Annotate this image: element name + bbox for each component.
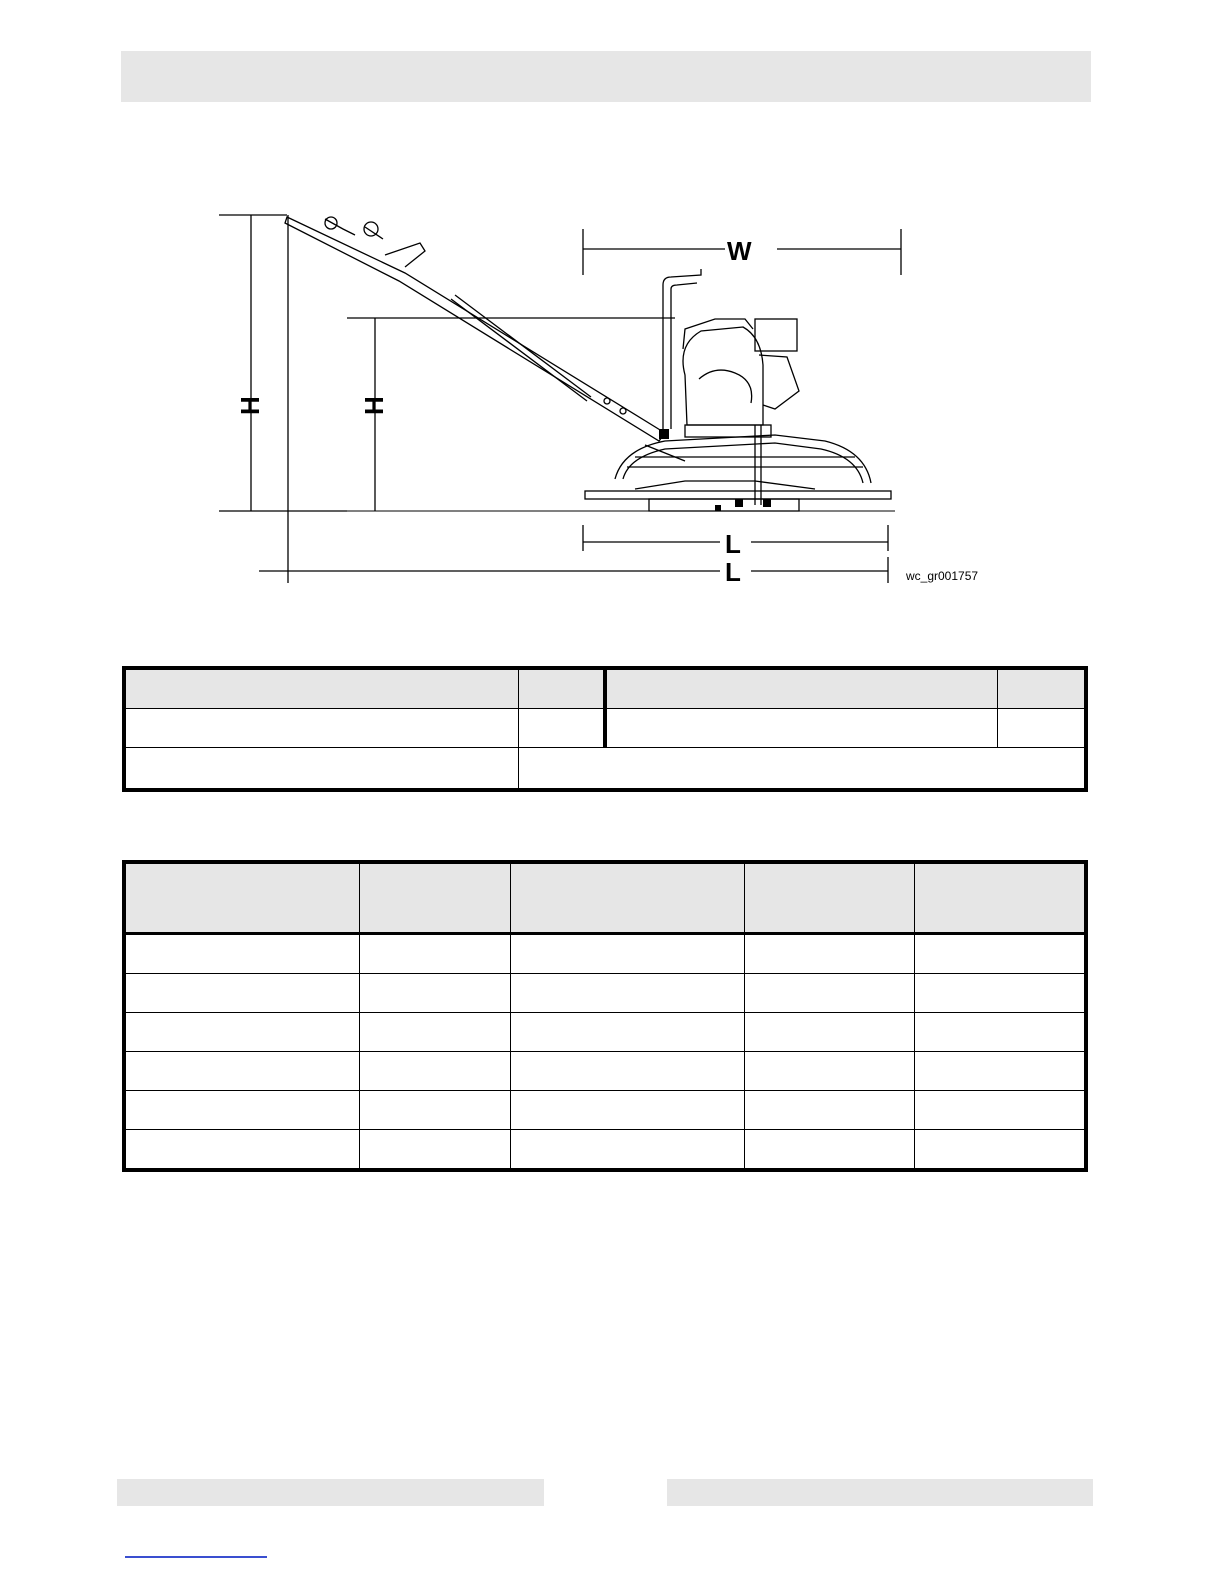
- table-cell: [744, 1130, 915, 1171]
- table-cell: [124, 1091, 359, 1130]
- table-cell: [744, 1013, 915, 1052]
- table-cell: [359, 1013, 510, 1052]
- dimension-label-l-overall: L: [725, 557, 741, 587]
- table-row: [124, 708, 1086, 747]
- summary-table: [122, 666, 1088, 792]
- table-cell: [519, 747, 1087, 790]
- dimensions-table: [122, 860, 1088, 1172]
- table-cell: [511, 934, 745, 974]
- dimension-label-h-engine: H: [359, 396, 389, 415]
- table-cell: [124, 747, 519, 790]
- table-row: [124, 934, 1086, 974]
- table-cell: [998, 668, 1087, 708]
- footer-bar-right: [667, 1479, 1093, 1506]
- table-header-row: [124, 862, 1086, 934]
- table-cell: [915, 1091, 1086, 1130]
- table-cell: [124, 1130, 359, 1171]
- table-cell: [124, 1052, 359, 1091]
- table-cell: [915, 1052, 1086, 1091]
- table-cell: [744, 934, 915, 974]
- table-cell: [359, 1091, 510, 1130]
- table-cell: [511, 1052, 745, 1091]
- table-row: [124, 1052, 1086, 1091]
- machine-dimensions-figure: [215, 205, 1015, 595]
- table-cell: [359, 1130, 510, 1171]
- table-cell: [124, 668, 519, 708]
- table-cell: [124, 1013, 359, 1052]
- table-cell: [511, 1013, 745, 1052]
- table-cell: [744, 974, 915, 1013]
- table-cell: [511, 862, 745, 934]
- table-cell: [124, 862, 359, 934]
- table-row: [124, 1013, 1086, 1052]
- table-cell: [915, 974, 1086, 1013]
- table-cell: [124, 934, 359, 974]
- table-cell: [744, 862, 915, 934]
- dimension-label-l-body: L: [725, 529, 741, 559]
- table-cell: [605, 668, 998, 708]
- table-cell: [359, 934, 510, 974]
- table-cell: [519, 708, 606, 747]
- table-cell: [915, 934, 1086, 974]
- figure-id: wc_gr001757: [906, 569, 979, 583]
- table-cell: [124, 974, 359, 1013]
- table-cell: [998, 708, 1087, 747]
- dimension-label-h-overall: H: [235, 396, 265, 415]
- table-cell: [511, 974, 745, 1013]
- table-row: [124, 747, 1086, 790]
- page-header-bar: [121, 51, 1091, 102]
- table-header-row: [124, 668, 1086, 708]
- table-row: [124, 974, 1086, 1013]
- power-trowel-drawing: [215, 205, 1015, 595]
- table-row: [124, 1130, 1086, 1171]
- table-cell: [511, 1091, 745, 1130]
- footer-link-underline[interactable]: [125, 1556, 267, 1558]
- table-cell: [124, 708, 519, 747]
- table-cell: [519, 668, 606, 708]
- footer-bar-left: [117, 1479, 544, 1506]
- table-cell: [915, 1013, 1086, 1052]
- table-row: [124, 1091, 1086, 1130]
- table-cell: [359, 862, 510, 934]
- table-cell: [359, 974, 510, 1013]
- table-cell: [915, 1130, 1086, 1171]
- table-cell: [605, 708, 998, 747]
- table-cell: [744, 1052, 915, 1091]
- table-cell: [744, 1091, 915, 1130]
- table-cell: [915, 862, 1086, 934]
- table-cell: [359, 1052, 510, 1091]
- dimension-label-w: W: [727, 236, 752, 266]
- table-cell: [511, 1130, 745, 1171]
